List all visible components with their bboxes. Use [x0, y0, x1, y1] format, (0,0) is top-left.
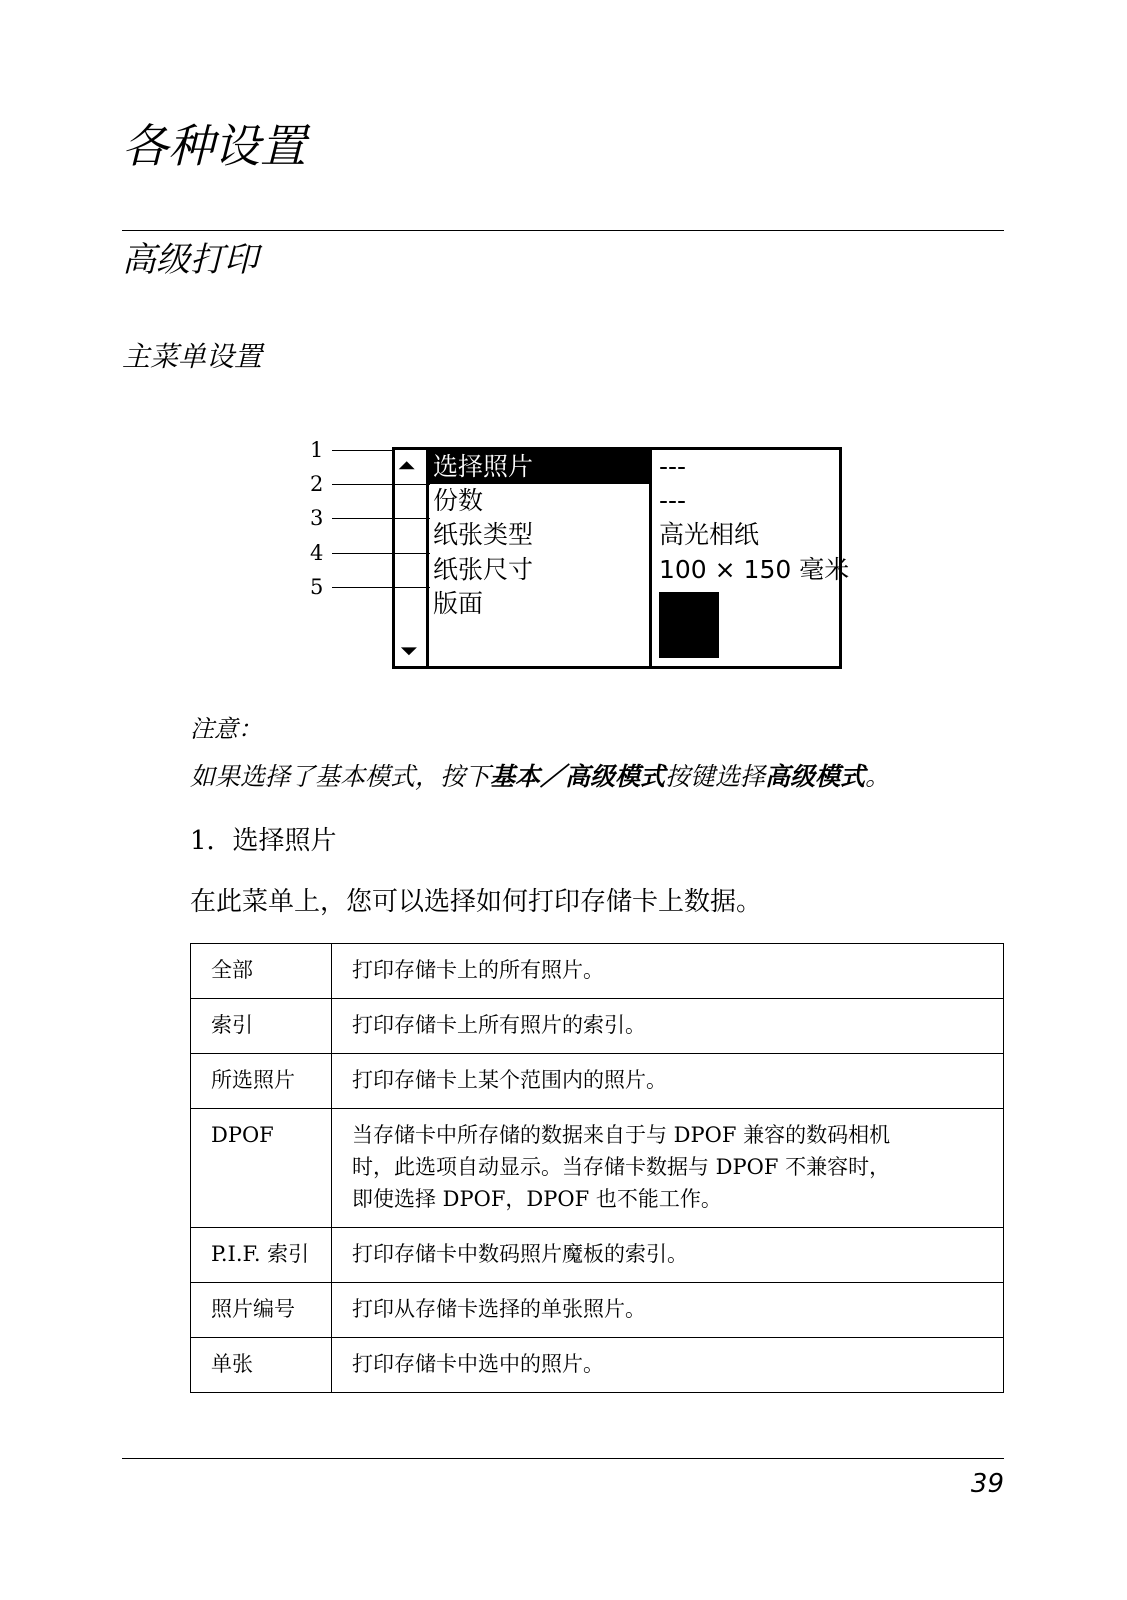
option-name: 单张	[191, 1338, 332, 1393]
scroll-up-icon: ⏶	[398, 454, 416, 479]
lcd-panel	[392, 447, 850, 669]
note-text-part2: 按键选择	[665, 762, 766, 791]
description-line: 即使选择 DPOF，DPOF 也不能工作。	[352, 1187, 722, 1211]
section-rule	[122, 230, 1004, 231]
callout-line-1	[332, 450, 394, 451]
lcd-menu-item-copies: 份数	[433, 486, 484, 515]
lcd-menu-item-paper-type: 纸张类型	[433, 520, 534, 549]
scroll-down-icon: ⏷	[400, 639, 418, 664]
option-name: DPOF	[191, 1109, 332, 1228]
table-row	[191, 1228, 1004, 1283]
lcd-value-copies: ---	[659, 486, 687, 515]
option-name: P.I.F. 索引	[191, 1228, 332, 1283]
layout-icon	[659, 592, 719, 658]
option-description: 打印存储卡上所有照片的索引。	[332, 999, 1004, 1054]
description-line: 当存储卡中所存储的数据来自于与 DPOF 兼容的数码相机	[352, 1123, 891, 1147]
lcd-value-paper-size: 100 × 150 毫米	[659, 555, 850, 584]
table-row	[191, 944, 1004, 999]
option-name: 索引	[191, 999, 332, 1054]
chapter-title: 各种设置	[122, 119, 306, 173]
option-description: 打印存储卡中数码照片魔板的索引。	[332, 1228, 1004, 1283]
note-text-part1: 如果选择了基本模式，按下	[190, 762, 491, 791]
lcd-scrollbar	[395, 450, 429, 666]
option-name: 所选照片	[191, 1054, 332, 1109]
section-title: 高级打印	[122, 240, 258, 280]
callout-number-2: 2	[310, 472, 324, 496]
subsection-title: 主菜单设置	[122, 340, 263, 373]
lcd-divider	[649, 450, 652, 666]
footer-rule	[122, 1458, 1004, 1459]
table-row	[191, 999, 1004, 1054]
table-row	[191, 1338, 1004, 1393]
options-table	[190, 943, 1004, 1393]
lcd-value-select-photo: ---	[659, 452, 687, 481]
page-number: 39	[970, 1469, 1004, 1499]
note-text-end: 。	[865, 762, 891, 791]
note-text-bold2: 高级模式	[765, 762, 866, 791]
callout-number-3: 3	[310, 506, 324, 530]
option-description: 打印存储卡上某个范围内的照片。	[332, 1054, 1004, 1109]
callout-number-1: 1	[310, 438, 324, 462]
option-name: 照片编号	[191, 1283, 332, 1338]
option-description: 打印从存储卡选择的单张照片。	[332, 1283, 1004, 1338]
note-label: 注意：	[190, 715, 262, 743]
option-description: 打印存储卡上的所有照片。	[332, 944, 1004, 999]
table-row	[191, 1109, 1004, 1228]
option-description: 打印存储卡中选中的照片。	[332, 1338, 1004, 1393]
item-heading: 1．选择照片	[190, 826, 337, 856]
note-text-bold1: 基本／高级模式	[490, 762, 666, 791]
item-description: 在此菜单上，您可以选择如何打印存储卡上数据。	[190, 887, 763, 917]
lcd-menu-item-layout: 版面	[433, 589, 484, 618]
callout-number-5: 5	[310, 575, 324, 599]
note-text	[190, 760, 890, 794]
lcd-menu-item-paper-size: 纸张尺寸	[433, 555, 534, 584]
description-line: 时，此选项自动显示。当存储卡数据与 DPOF 不兼容时，	[352, 1155, 891, 1179]
lcd-value-paper-type: 高光相纸	[659, 520, 760, 549]
table-row	[191, 1054, 1004, 1109]
option-name: 全部	[191, 944, 332, 999]
option-description	[332, 1109, 1004, 1228]
lcd-menu-item-select-photo: 选择照片	[429, 450, 649, 484]
callout-number-4: 4	[310, 541, 324, 565]
table-row	[191, 1283, 1004, 1338]
